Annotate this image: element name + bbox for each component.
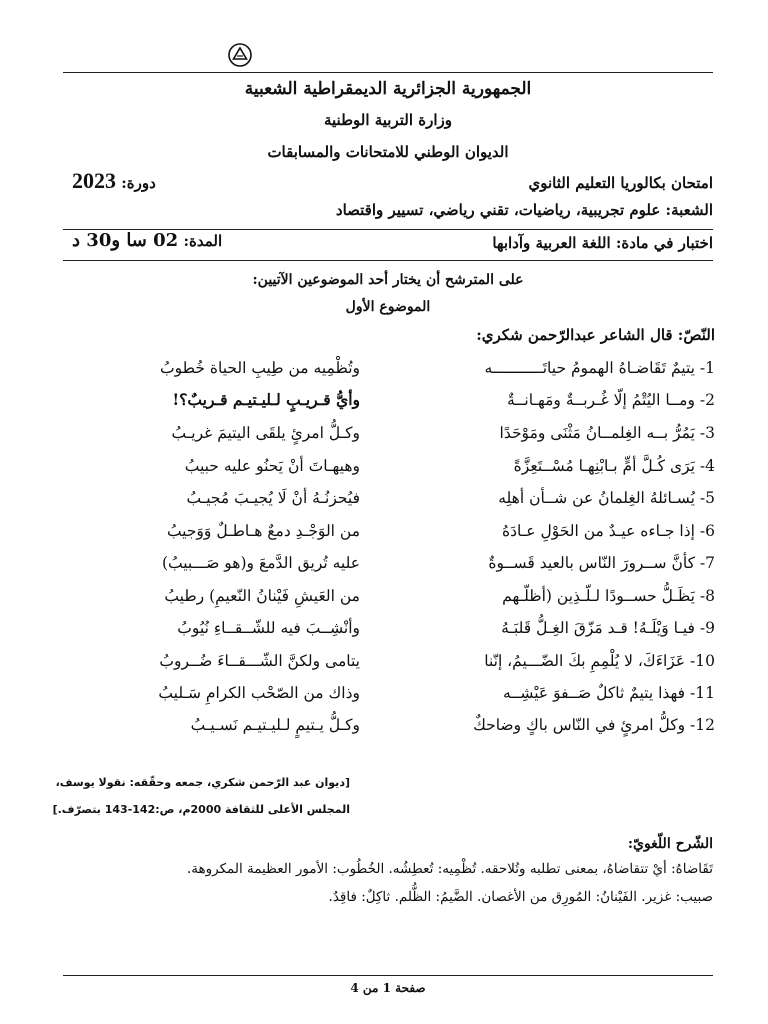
glossary-title: الشّرح اللّغويّ: [627, 836, 713, 852]
verse-ajuz: عليه تُريق الدَّمعَ و(هو صَـــبيبُ) [161, 554, 360, 572]
verse-line [55, 548, 715, 580]
verse-sadr: 10- عَزَاءَكَ، لا يُلْمِمِ بكَ الضّـــيمُ، إنّنا [484, 652, 715, 670]
verse-line [55, 581, 715, 613]
verse-ajuz: من العَيشِ فَيْنانُ النّعيمِ) رطيبُ [164, 587, 360, 605]
exam-branches: الشعبة: علوم تجريبية، رياضيات، تقني رياضي، تسيير واقتصاد [335, 201, 713, 219]
verse-line [55, 451, 715, 483]
page-number: صفحة 1 من 4 [350, 981, 426, 995]
verse-sadr: 9- فيـا وَيْلَـهُ! قـد مَزّقَ الغِـلُّ قَلبَـهُ [501, 619, 715, 637]
glossary-line-1: تَقَاضاهُ: أيْ تتقاضاهُ، بمعنى تطلبه وتُلاحقه. تُظْمِيه: تُعطِشُه. الخُطُوب: الأمور العظيمة المكروهة. [186, 861, 713, 877]
topic-title: الموضوع الأول [345, 299, 431, 315]
verse-ajuz: وأنْشِــبَ فيه للشّــقــاءِ نُيُوبُ [177, 619, 360, 637]
verse-sadr: 7- كأنَّ ســرورَ النّاس بالعيد قَســوةٌ [488, 554, 715, 572]
exam-subject: اختبار في مادة: اللغة العربية وآدابها [492, 234, 713, 252]
header-bottom-rule [63, 260, 713, 261]
verse-line [55, 646, 715, 678]
source-line-1: [ديوان عبد الرّحمن شكري، جمعه وحقّقه: نقولا يوسف، [55, 776, 350, 789]
verse-ajuz: وهيهـاتَ أنْ يَحنُو عليه حبيبُ [184, 457, 360, 475]
verse-line [55, 353, 715, 385]
verse-ajuz: وكـلُّ يـتيمٍ لـليـتيـم نَسـيـبُ [190, 716, 360, 734]
verse-ajuz: فيُحزنُـهُ أنْ لَا يُجيـبَ مُجيـبُ [186, 489, 360, 507]
session-year: 2023 [72, 168, 116, 193]
verse-ajuz: وتُظْمِيه من طِيبِ الحياة خُطوبُ [160, 359, 360, 377]
choose-instruction: على المترشح أن يختار أحد الموضوعين الآتيين: [252, 272, 524, 288]
verse-sadr: 4- يَرَى كُـلَّ أمٍّ بـابْنِهـا مُسْــتَعِزَّةً [513, 457, 715, 475]
duration-label: المدة: [183, 232, 223, 250]
source-line-2: المجلس الأعلى للثقافة 2000م، ص:142-143 بتصرّف.] [52, 803, 350, 816]
verse-ajuz: وكـلُّ امرئٍ يلقَى اليتيمَ غريـبُ [171, 424, 360, 442]
recycle-triangle-icon [227, 42, 253, 68]
republic-title: الجمهورية الجزائرية الديمقراطية الشعبية [244, 79, 532, 99]
text-intro: النّصّ: قال الشاعر عبدالرّحمن شكري: [476, 326, 715, 344]
ministry-title: وزارة التربية الوطنية [323, 111, 452, 129]
verse-ajuz: وذاك من الصّحْب الكرامِ سَـليبُ [158, 684, 360, 702]
office-title: الديوان الوطني للامتحانات والمسابقات [267, 143, 509, 161]
verse-sadr: 3- يَمُرُّ بــه الغِلمــانُ مَثْنَى ومَوْحَدًا [499, 424, 715, 442]
verse-sadr: 6- إذا جـاءه عيـدٌ من الحَوْلِ عـادَهُ [502, 522, 715, 540]
exam-title: امتحان بكالوريا التعليم الثانوي [528, 174, 713, 192]
verse-line [55, 710, 715, 742]
verse-line [55, 483, 715, 515]
verse-sadr: 12- وكلُّ امرئٍ في النّاس باكٍ وضاحكٌ [473, 716, 715, 734]
verse-sadr: 8- يَظَـلُّ حســودًا لـلّـذِين (أظلّـهم [502, 587, 715, 605]
verse-line [55, 418, 715, 450]
verse-line [55, 385, 715, 417]
glossary-line-2: صبيب: غزير. الفَيْنانُ: المُورِق من الأغصان. الضَّيمُ: الظُّلم. ثاكِلٌ: فاقِدٌ. [328, 889, 713, 905]
verse-sadr: 11- فهذا يتيمٌ ثاكلٌ صَــفوَ عَيْشِــه [503, 684, 715, 702]
verse-ajuz: من الوَجْـدِ دمعٌ هـاطـلٌ وَوَجيبُ [166, 522, 360, 540]
footer-rule [63, 975, 713, 976]
verse-line [55, 678, 715, 710]
verse-line [55, 516, 715, 548]
verse-line [55, 613, 715, 645]
session-info [72, 168, 156, 194]
verse-ajuz: وأيُّ قـريـبٍ لـليـتيـم قـريبٌ؟! [172, 390, 360, 409]
verse-sadr: 2- ومــا اليُتْمُ إلّا غُـربــةٌ ومَهـانــةٌ [507, 391, 715, 409]
header-top-rule [63, 72, 713, 73]
verse-sadr: 1- يتيمٌ تَقَاضـاهُ الهمومُ حياتَـــــــــــه [484, 359, 715, 377]
duration-value: 02 سا و30 د [72, 230, 179, 251]
duration-info [72, 230, 222, 251]
verse-sadr: 5- يُسـائلهُ الغِلمانُ عن شــأن أهلِه [498, 489, 715, 507]
session-label: دورة: [121, 174, 156, 192]
verse-ajuz: يتامى ولكنَّ الشّـــقــاءَ ضُــروبُ [159, 652, 360, 670]
